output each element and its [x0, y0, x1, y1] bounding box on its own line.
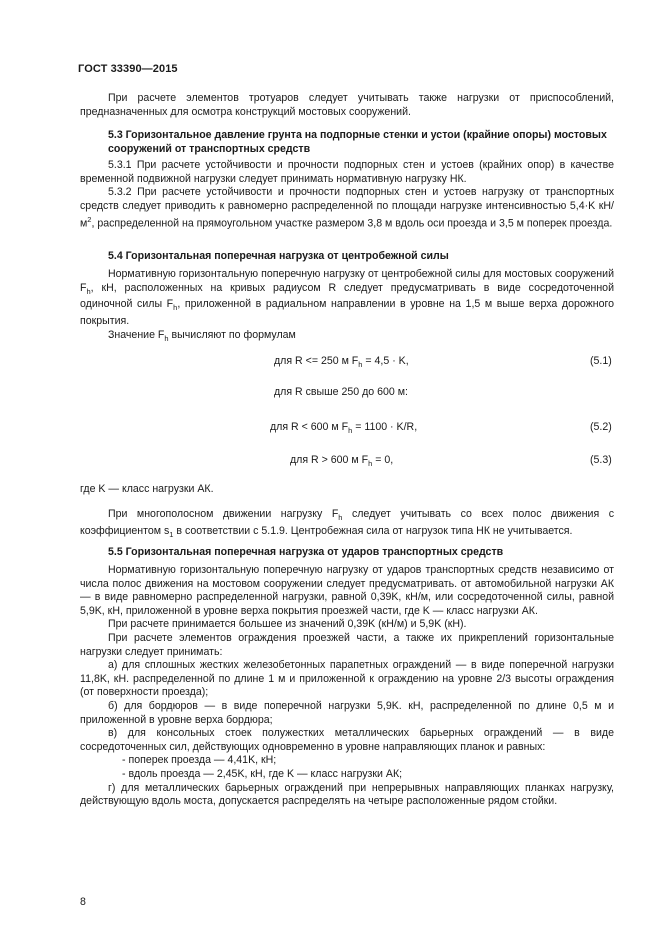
para-5-4-1: Нормативную горизонтальную поперечную нагрузку от центробежной силы для мостовых сооружений $F_h$, кН, расположенных на кривых радиусом R следует предусматривать в виде сосредоточенной одиночной силы $F_h$, приложенной в радиальном направлении в уровне на 1,5 м выше верха дорожного покрытия.: [80, 268, 614, 327]
item-a: а) для сплошных жестких железобетонных парапетных ограждений — в виде поперечной нагрузки 11,8K, кН. распределенной по длине 1 м и приложенной к ограждению на уровне 2/3 высоты ограждения (от поверхности проезда);: [80, 659, 614, 699]
para-5-5-1: Нормативную горизонтальную поперечную нагрузку от ударов транспортных средств независимо от числа полос движения на мостовом сооружении следует предусматривать. от автомобильной нагрузки АК — в виде равномерно распределенной нагрузки, равной 0,39K, кН/м, или сосредоточенной силы, равной 5,9K, кН, приложенной в уровне верха покрытия проезжей части, где K — класс нагрузки АК.: [80, 564, 614, 617]
item-v-1: - поперек проезда — 4,41K, кН;: [122, 754, 277, 767]
section-5-3-title: 5.3 Горизонтальное давление грунта на подпорные стенки и устои (крайние опоры) мостовых сооружений от транспортных средств: [108, 129, 607, 155]
para-5-4-formula-intro: Значение $F_h$ вычисляют по формулам: [108, 328, 296, 343]
para-5-5-3: При расчете элементов ограждения проезжей части, а также их прикреплений горизонтальные нагрузки следует принимать:: [80, 631, 614, 658]
formula-condition: для R свыше 250 до 600 м:: [274, 386, 408, 398]
standard-header: ГОСТ 33390—2015: [78, 63, 178, 75]
intro-paragraph: При расчете элементов тротуаров следует учитывать также нагрузки от приспособлений, предназначенных для осмотра конструкций мостовых сооружений.: [80, 92, 614, 118]
para-multilane: При многополосном движении нагрузку $F_h$ следует учитывать со всех полос движения с коэффициентом $s_1$ в соответствии с 5.1.9. Центробежная сила от нагрузок типа НК не учитывается.: [80, 508, 614, 539]
formula-where: где K — класс нагрузки АК.: [80, 483, 214, 495]
para-5-3-1: 5.3.1 При расчете устойчивости и прочности подпорных стен и устоев (крайних опор) в качестве временной подвижной нагрузки следует принимать нормативную нагрузку НК.: [80, 159, 614, 185]
formula-5-3: для R > 600 м $F_h = 0$,: [290, 454, 394, 469]
item-v-2: - вдоль проезда — 2,45K, кН, где K — класс нагрузки АК;: [122, 767, 403, 780]
item-b: б) для бордюров — в виде поперечной нагрузки 5,9K. кН, распределенной по длине 0,5 м и приложенной в уровне верха бордюра;: [80, 699, 614, 726]
formula-5-1: для R <= 250 м $F_h = 4,5 \cdot K$,: [274, 355, 409, 370]
item-v: в) для консольных стоек полужестких металлических барьерных ограждений — в виде сосредоточенных сил, действующих одновременно в уровне направляющих планок и равных:: [80, 727, 614, 753]
para-5-3-2: 5.3.2 При расчете устойчивости и прочности подпорных стен и устоев нагрузку от транспортных средств следует приводить к равномерно распределенной по площади нагрузке интенсивностью 5,4·K $кН/м^2$, распределенной на прямоугольном участке размером 3,8 м вдоль оси проезда и 3,5 м поперек проезда.: [80, 186, 614, 230]
formula-5-3-number: (5.3): [590, 454, 612, 466]
section-5-3-body: [80, 159, 614, 232]
formula-5-1-number: (5.1): [590, 355, 612, 367]
item-g: г) для металлических барьерных ограждений при непрерывных направляющих планках нагрузку, действующую вдоль моста, допускается распределять на четыре расположенные рядом стойки.: [80, 781, 614, 808]
section-5-5-title: 5.5 Горизонтальная поперечная нагрузка от ударов транспортных средств: [108, 546, 504, 558]
para-5-5-2: При расчете принимается большее из значений 0,39K (кН/м) и 5,9K (кН).: [108, 618, 467, 631]
section-5-5-body: [80, 564, 614, 809]
formula-5-2: для R < 600 м $F_h = 1100 \cdot K/R$,: [270, 421, 418, 436]
formula-5-2-number: (5.2): [590, 421, 612, 433]
page-number: 8: [80, 896, 86, 908]
section-5-4-body: [80, 268, 614, 345]
section-5-4-title: 5.4 Горизонтальная поперечная нагрузка от центробежной силы: [108, 250, 449, 262]
